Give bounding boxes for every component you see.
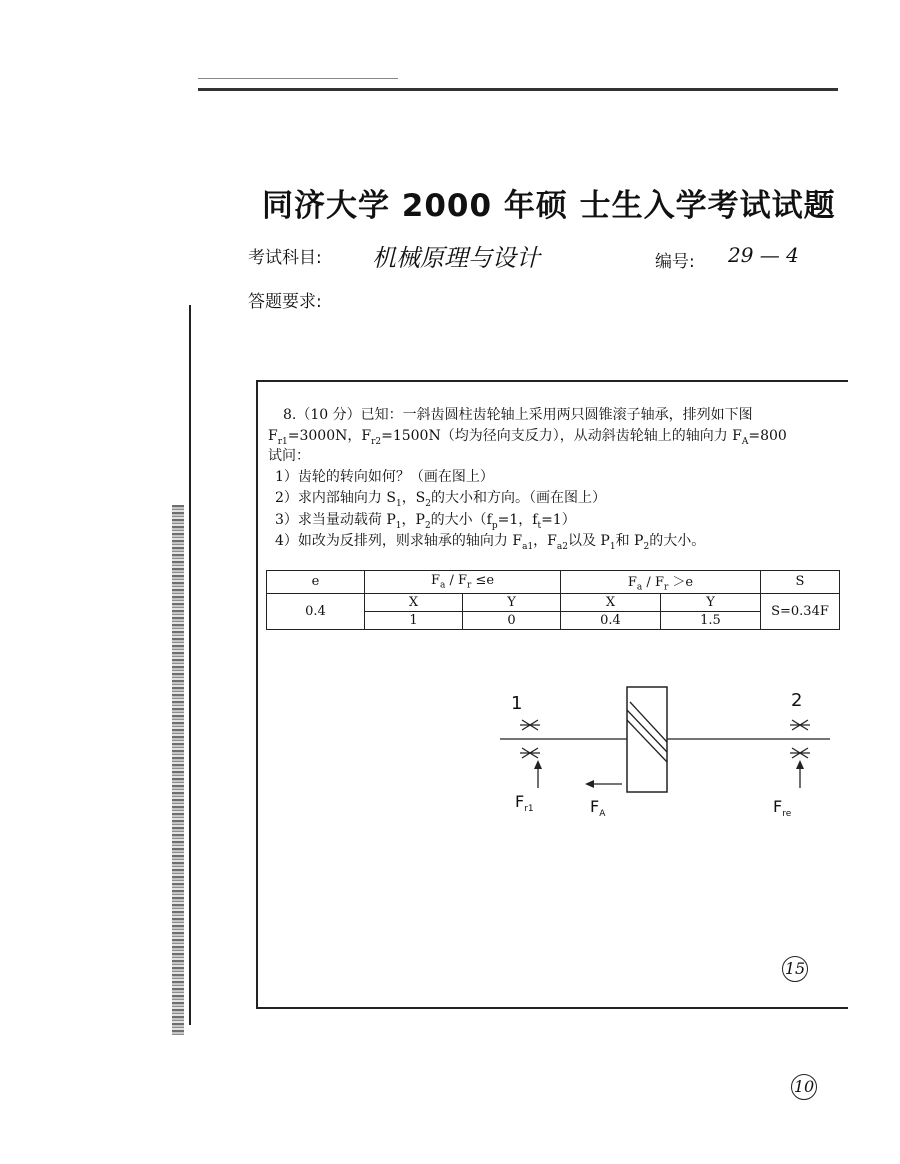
bearing-1-label: 1 xyxy=(511,693,523,714)
axial-force-arrow-head xyxy=(585,780,594,788)
page-top-rule xyxy=(198,88,838,91)
code-label: 编号: xyxy=(655,252,695,272)
helical-gear xyxy=(627,687,667,792)
table-header-s: S xyxy=(761,571,840,594)
scan-top-edge xyxy=(198,78,398,79)
table-cell-x1: 1 xyxy=(365,611,463,629)
bearing-2-label: 2 xyxy=(791,690,803,711)
question-item-3: 3）求当量动载荷 $P_1$，$P_2$的大小（$f_p=1$，$f_t=1$） xyxy=(275,512,576,531)
score-mark: 15 xyxy=(782,956,808,982)
code-handwritten: 29 — 4 xyxy=(728,243,799,267)
question-line-2: $F_{r1}=3000N$，$F_{r2}=1500N$（均为径向支反力），从动斜齿轮轴上的轴向力 $F_A=800$ xyxy=(268,428,787,447)
table-col-y1: Y xyxy=(463,593,561,611)
table-col-y2: Y xyxy=(661,593,761,611)
table-cell-e: 0.4 xyxy=(267,593,365,629)
exam-title: 同济大学 2000 年硕 士生入学考试试题 xyxy=(262,188,836,224)
bearing-parameter-table xyxy=(266,570,840,630)
table-col-x1: X xyxy=(365,593,463,611)
subject-handwritten: 机械原理与设计 xyxy=(372,244,540,272)
table-cell-s: S=0.34F xyxy=(761,593,840,629)
left-margin-line xyxy=(189,305,191,1025)
question-line-3: 试问： xyxy=(268,448,310,464)
subject-label: 考试科目: xyxy=(248,248,322,268)
question-line-1: 8.（10 分）已知：一斜齿圆柱齿轮轴上采用两只圆锥滚子轴承，排列如下图 xyxy=(283,407,753,423)
page-mark: 10 xyxy=(791,1074,817,1100)
scan-binding-noise xyxy=(172,505,184,1035)
table-header-case-2: $F_a / F_r >e$ xyxy=(561,571,761,594)
question-item-4: 4）如改为反排列，则求轴承的轴向力 $F_{a1}$，$F_{a2}$以及 $P_1$和 $P_2$的大小。 xyxy=(275,533,706,552)
table-header-case-1: $F_a / F_r \le e$ xyxy=(365,571,561,594)
fa-label: $F_A$ xyxy=(590,797,606,820)
fr2-label: $F_{re}$ xyxy=(773,797,792,820)
radial-force-1-head xyxy=(534,760,542,769)
table-cell-y2: 1.5 xyxy=(661,611,761,629)
table-header-e: e xyxy=(267,571,365,594)
question-item-2: 2）求内部轴向力 $S_1$，$S_2$的大小和方向。（画在图上） xyxy=(275,490,607,509)
question-item-1: 1）齿轮的转向如何？（画在图上） xyxy=(275,469,494,485)
table-col-x2: X xyxy=(561,593,661,611)
table-cell-y1: 0 xyxy=(463,611,561,629)
fr1-label: $F_{r1}$ xyxy=(515,792,534,815)
radial-force-2-head xyxy=(796,760,804,769)
requirement-label: 答题要求: xyxy=(248,292,322,312)
table-cell-x2: 0.4 xyxy=(561,611,661,629)
